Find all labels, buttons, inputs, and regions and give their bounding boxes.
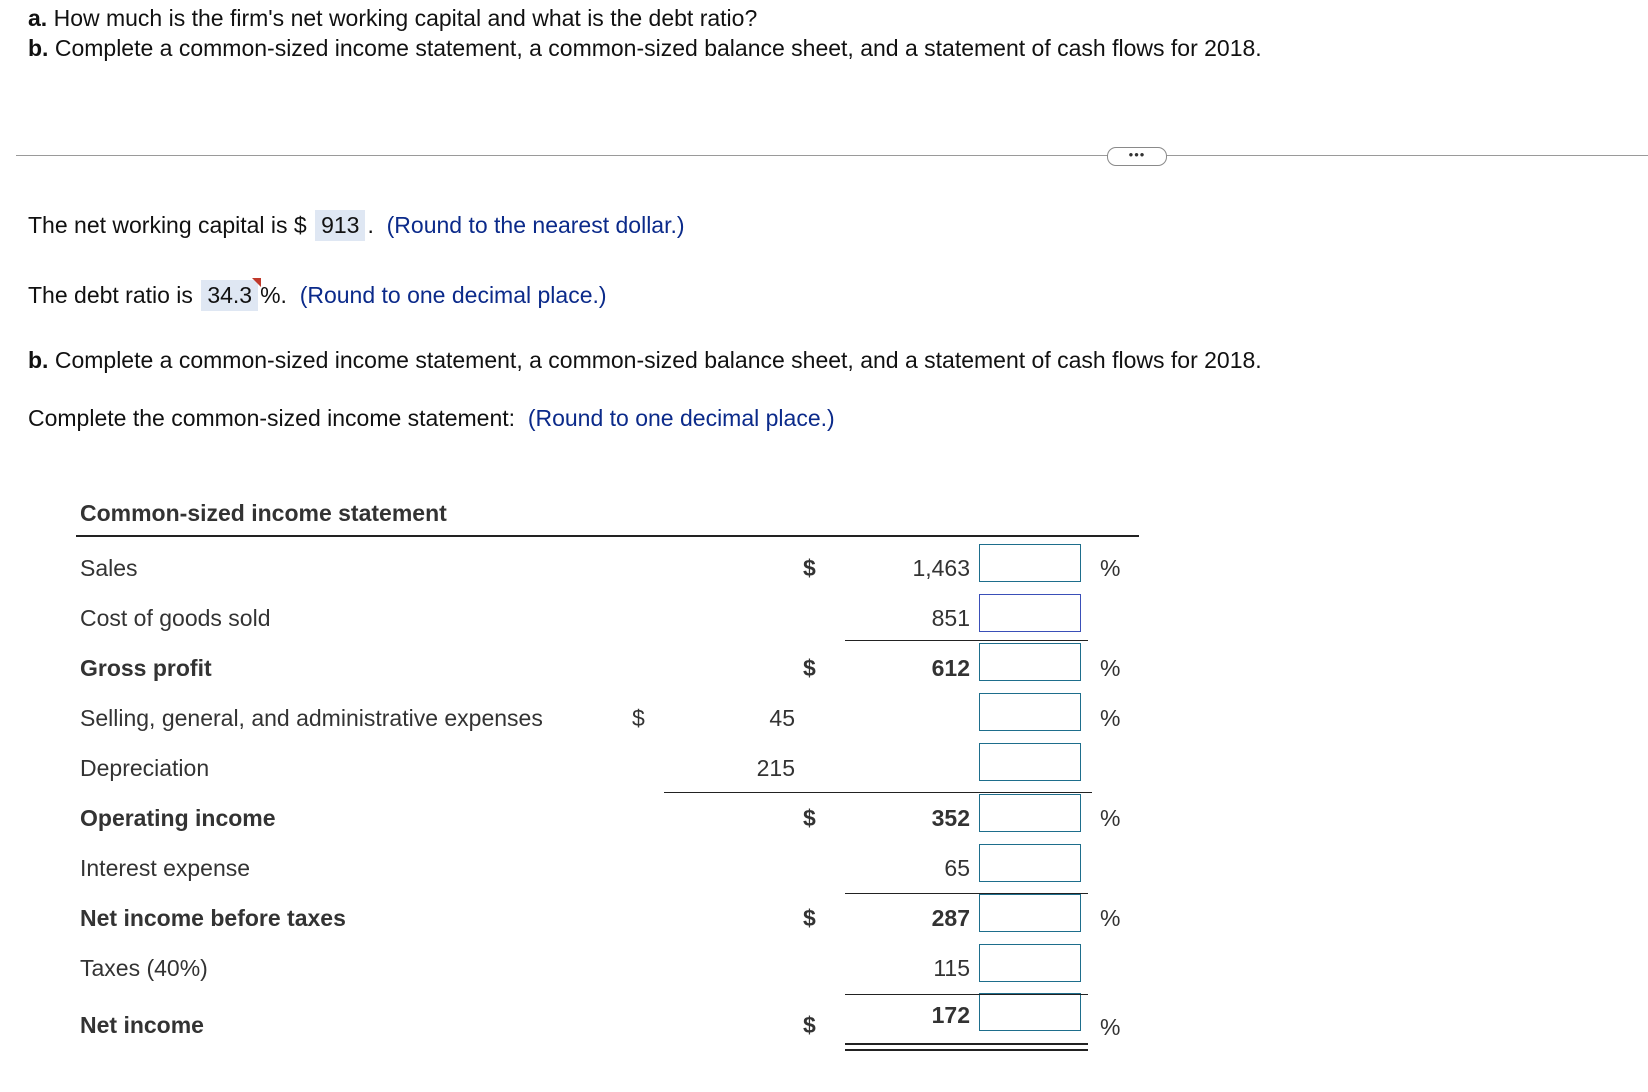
row-label-sales: Sales xyxy=(80,555,138,581)
total-rule xyxy=(845,893,1088,894)
debt-hint: (Round to one decimal place.) xyxy=(299,282,607,308)
question-a-text: How much is the firm's net working capital and what is the debt ratio? xyxy=(47,5,758,31)
currency-symbol: $ xyxy=(803,655,816,681)
amount-selling-general-and-administrative-expenses: 45 xyxy=(769,705,795,731)
question-b-prefix: b. xyxy=(28,35,49,61)
row-label-cost-of-goods-sold: Cost of goods sold xyxy=(80,605,271,631)
percent-input-sales[interactable] xyxy=(979,544,1081,582)
question-b-text: Complete a common-sized income statement, a common-sized balance sheet, and a statement of cash flows for 2018. xyxy=(48,35,1262,61)
debt-ratio-line xyxy=(28,280,607,311)
amount-depreciation: 215 xyxy=(756,755,795,781)
currency-symbol: $ xyxy=(803,555,816,581)
total-rule xyxy=(845,1043,1088,1045)
statement-header-rule xyxy=(76,535,1139,537)
percent-sign: % xyxy=(1100,805,1121,831)
amount-operating-income: 352 xyxy=(931,805,970,831)
percent-sign: % xyxy=(1100,555,1121,581)
percent-sign: % xyxy=(1100,1014,1121,1040)
nwc-suffix: . xyxy=(367,212,374,238)
nwc-prefix: The net working capital is $ xyxy=(28,212,307,238)
amount-sales: 1,463 xyxy=(912,555,970,581)
question-a-prefix: a. xyxy=(28,5,48,31)
currency-symbol: $ xyxy=(803,805,816,831)
debt-suffix: %. xyxy=(260,282,287,308)
total-rule xyxy=(664,792,1092,793)
statement-title: Common-sized income statement xyxy=(80,500,447,526)
amount-gross-profit: 612 xyxy=(931,655,970,681)
row-label-operating-income: Operating income xyxy=(80,805,276,831)
more-options-button[interactable]: ••• xyxy=(1107,147,1167,166)
question-a xyxy=(28,3,757,34)
row-label-selling-general-and-administrative-expenses: Selling, general, and administrative expenses xyxy=(80,705,543,731)
currency-symbol: $ xyxy=(803,905,816,931)
percent-input-gross-profit[interactable] xyxy=(979,643,1081,681)
row-label-depreciation: Depreciation xyxy=(80,755,210,781)
percent-sign: % xyxy=(1100,655,1121,681)
row-label-gross-profit: Gross profit xyxy=(80,655,212,681)
instruction-line xyxy=(28,405,835,432)
row-label-net-income: Net income xyxy=(80,1012,204,1038)
instruction-hint: (Round to one decimal place.) xyxy=(527,405,835,431)
percent-input-taxes-40[interactable] xyxy=(979,944,1081,982)
amount-interest-expense: 65 xyxy=(944,855,970,881)
row-label-interest-expense: Interest expense xyxy=(80,855,251,881)
percent-input-depreciation[interactable] xyxy=(979,743,1081,781)
percent-input-selling-general-and-administrative-expenses[interactable] xyxy=(979,693,1081,731)
currency-symbol: $ xyxy=(803,1012,816,1038)
percent-input-net-income[interactable] xyxy=(979,993,1081,1031)
percent-input-operating-income[interactable] xyxy=(979,794,1081,832)
debt-answer-value: 34.3 xyxy=(207,282,253,308)
currency-symbol: $ xyxy=(632,705,645,731)
row-label-taxes-40: Taxes (40%) xyxy=(80,955,208,981)
net-working-capital-line xyxy=(28,210,685,241)
instruction-text: Complete the common-sized income statement: xyxy=(28,405,516,431)
percent-input-cost-of-goods-sold[interactable] xyxy=(979,594,1081,632)
percent-sign: % xyxy=(1100,905,1121,931)
nwc-hint: (Round to the nearest dollar.) xyxy=(386,212,685,238)
percent-input-interest-expense[interactable] xyxy=(979,844,1081,882)
part-b-line xyxy=(28,347,1262,374)
percent-input-net-income-before-taxes[interactable] xyxy=(979,894,1081,932)
error-flag-icon xyxy=(252,278,261,287)
percent-sign: % xyxy=(1100,705,1121,731)
question-b xyxy=(28,33,1348,64)
amount-cost-of-goods-sold: 851 xyxy=(931,605,970,631)
part-b-prefix: b. xyxy=(28,347,49,373)
debt-prefix: The debt ratio is xyxy=(28,282,193,308)
part-b-text: Complete a common-sized income statement, a common-sized balance sheet, and a statement of cash flows for 2018. xyxy=(48,347,1262,373)
amount-taxes-40: 115 xyxy=(933,955,970,981)
amount-net-income-before-taxes: 287 xyxy=(931,905,970,931)
section-divider xyxy=(16,155,1648,156)
nwc-answer-field[interactable]: 913 xyxy=(315,210,365,241)
amount-net-income: 172 xyxy=(931,1002,970,1028)
total-rule xyxy=(845,1049,1088,1051)
total-rule xyxy=(845,994,1088,995)
row-label-net-income-before-taxes: Net income before taxes xyxy=(80,905,346,931)
debt-answer-field[interactable] xyxy=(201,280,258,311)
total-rule xyxy=(845,640,1088,641)
